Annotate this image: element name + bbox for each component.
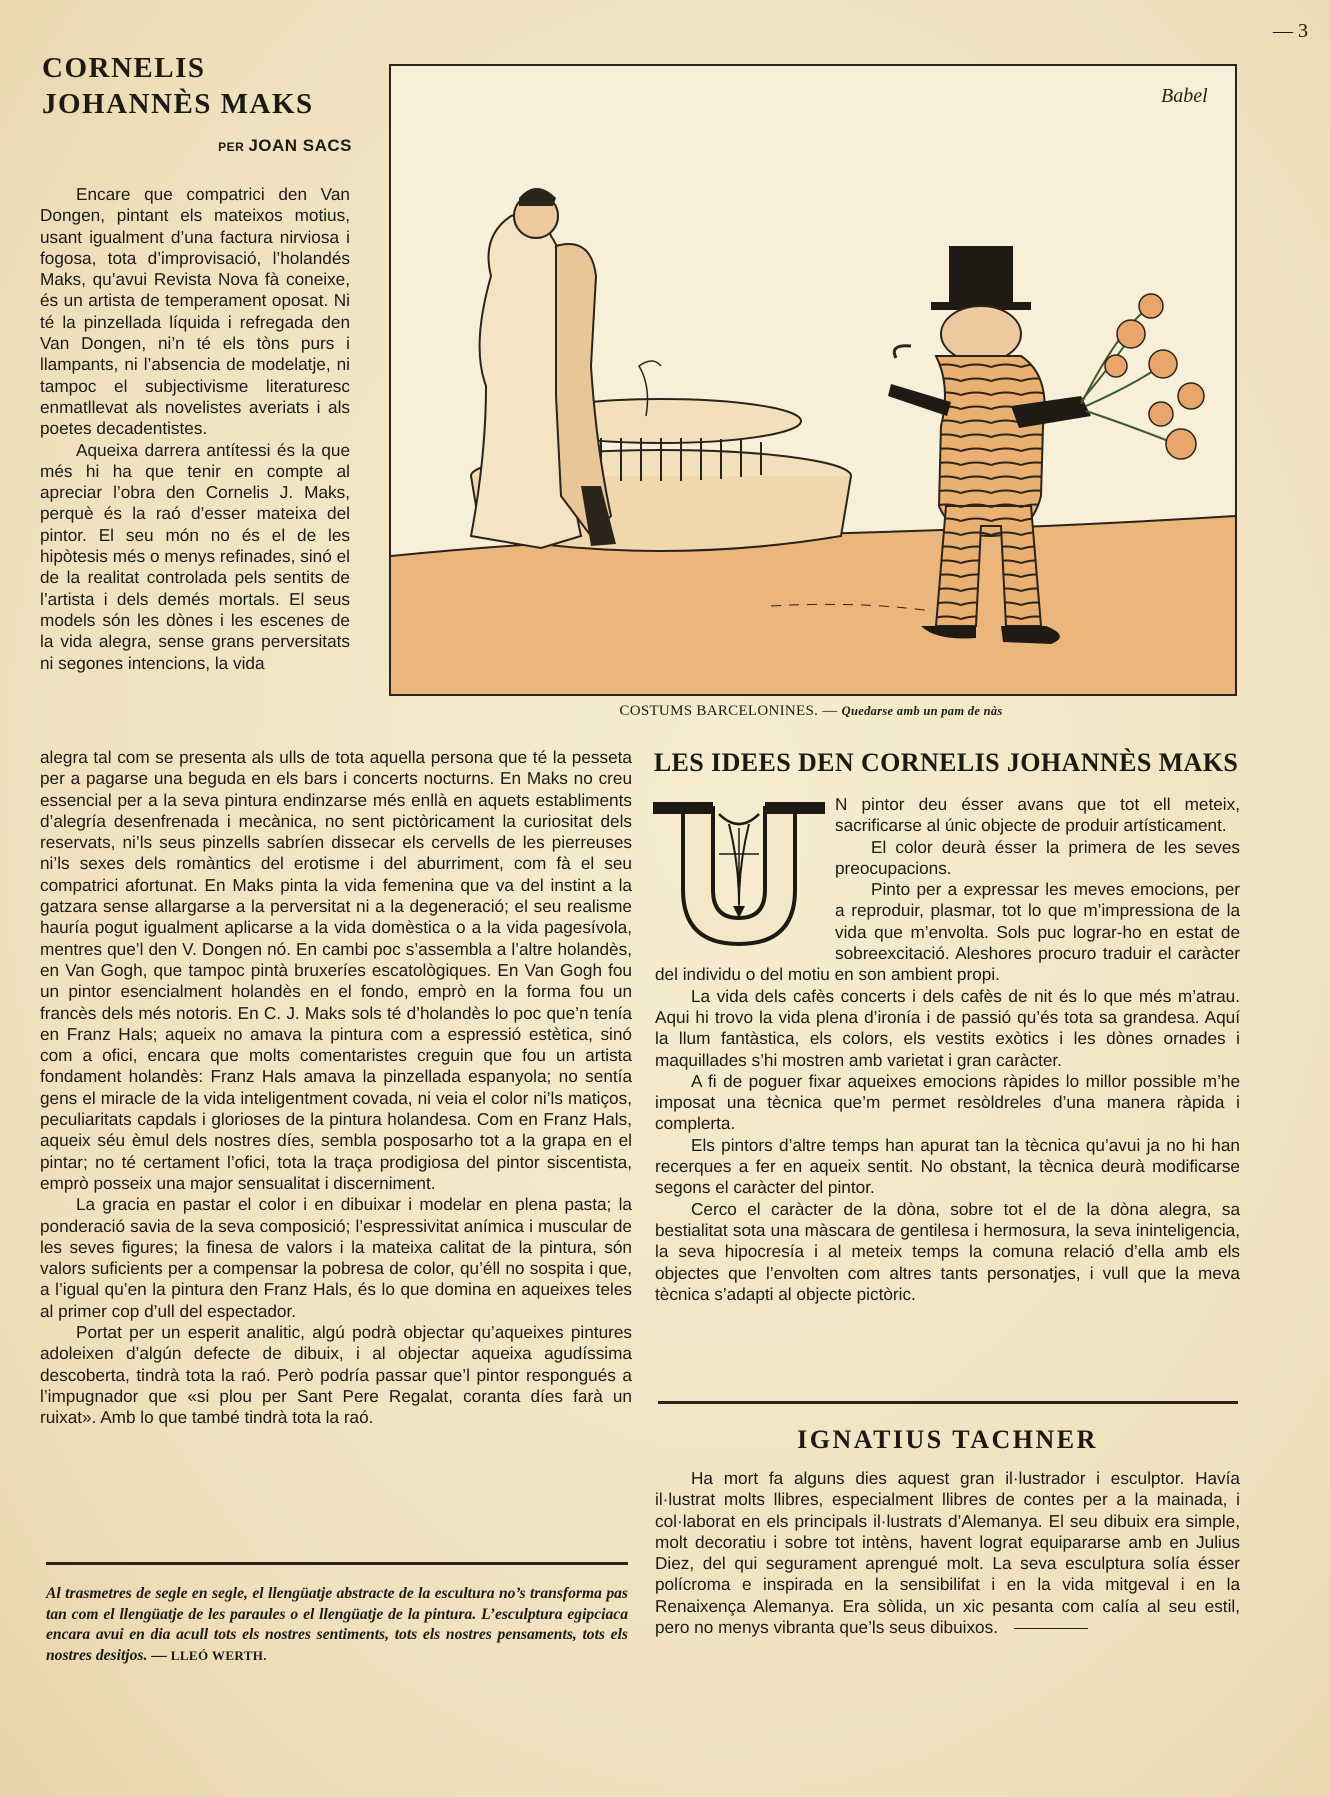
paragraph: El color deurà ésser la primera de les seves preocupacions.: [835, 836, 1240, 878]
quote-author: LLEÓ WERTH.: [170, 1647, 267, 1663]
paragraph-text: Ha mort fa alguns dies aquest gran il·lustrador i esculptor. Havía il·lustrat molts llibres, especialment llibres de contes per a la mainada, i col·laborat en els principals il·lustrats d’Alemanya. El seu dibuix era simple, molt decoratiu i sobre tot intèns, havent lograt equipararse amb en Julius Diez, del qui segurament aprengué molt. La seva esculptura solía ésser polícroma e inspirada en la sensibilifat i en la vida mitgeval i en la Renaixença Alemanya. Era sòlida, un xic pesanta com calía al seu estil, pero no menys vibranta que’ls seus dibuixos.: [655, 1468, 1240, 1638]
drop-cap-u-ornament: [649, 794, 829, 954]
caption-sub: Quedarse amb un pam de nàs: [841, 704, 1003, 718]
byline: [42, 136, 352, 156]
paragraph: alegra tal com se presenta als ulls de tota aquella persona que té la pesseta per a pagarse una beguda en els bars i concerts nocturns. En Maks no creu essencial per a la seva pintura endinzarse més enllà en aquets establiments d’alegría desenfrenada i mecànica, no sent pictòricament la curiositat dels reservats, ni’ls seus pinzells sabríen dissecar els cervells de les pierreuses ni’ls sexes dels romàntics del erotisme i del aburriment, com fà el seu compatrici afortunat. En Maks pinta la vida femenina que va del instint a la gatzara sense allargarse a la perversitat ni a la degeneració; el seu realisme hauría pogut igualment aplicarse a la vida domèstica o a la vida pagesívola, mentres que’l den V. Dongen nó. En cambi poc s’assembla a l’altre holandès, en Van Gogh, que tampoc pintà bruxeríes escatològiques. En Van Gogh fou un pintor esencialment holandès en el fondo, emprò en la forma fou un francès dels més notoris. En C. J. Maks sols té d’holandès lo poc que’n tenía en Franz Hals; aqueix no amava la pintura com a espressió estètica, sinó com a ofici, encara que molts comentaristes creguin que fou un artista fondament holandès: Franz Hals amava la pinzellada espanyola; no sentía gens el miracle de la vida inteligentment covada, ni veia el color ni’ls matiços, peculiaritats capdals i glorioses de la pintura holandesa. Com en Franz Hals, aqueix séu èmul dels nostres díes, sembla posposarho tot a la grapa en el pintar; no té certament l’ofici, tota la traça prodigiosa del pintor siscentista, emprò posseix una major sensualitat i discerniment.: [40, 747, 632, 1193]
illustration: [389, 64, 1237, 696]
paragraph: La vida dels cafès concerts i dels cafès de nit és lo que més m’atrau. Aqui hi trovo la vida plena d’ironía i de passió qu’és tota sa grandesa. Aquí la llum fantàstica, els colors, els vestits exòtics i les dònes ornades i maquillades s’hi mostren amb varietat i gran caràcter.: [655, 985, 1240, 1070]
drop-cap-u: [649, 794, 829, 954]
article-3-body: [655, 1468, 1240, 1638]
paragraph: Encare que compatrici den Van Dongen, pintant els mateixos motius, usant igualment d’una factura nirviosa i fogosa, tota d’improvisació, l’holandés Maks, qu’avui Revista Nova fà coneixe, és un artista de temperament oposat. Ni té la pinzellada líquida i refregada den Van Dongen, ni’n té els tòns purs i llampants, ni l’absencia de modelatje, ni tampoc el subjectivisme literaturesc enmatllevat als novelistes averiats i als poetes decadentistes.: [40, 184, 350, 439]
byline-prefix: PER: [218, 140, 245, 154]
paragraph: A fi de poguer fixar aqueixes emocions ràpides lo millor possible m’he imposat una tècnica que’m permet resòldreles d’una manera ràpida i complerta.: [655, 1070, 1240, 1134]
illustration-caption: [389, 703, 1233, 720]
article-2-body: [655, 794, 1240, 1305]
article-title-line-1: CORNELIS: [42, 52, 206, 84]
paragraph: Aqueixa darrera antítessi és la que més hi ha que tenir en compte al apreciar l’obra den Cornelis J. Maks, perquè és la raó d’esser mateixa del pintor. El seu món no és el de les hipòtesis més o menys refinades, sinó el de la realitat controlada pels sentits de l’artista i dels demés mortals. El seus models són les dònes i les escenes de la vida alegra, sense grans perversitats ni segones intencions, la vida: [40, 439, 350, 673]
paragraph: Pinto per a expressar les meves emocions, per a reproduir, plasmar, tot lo que m’impressiona de la vida que m’envolta. Sols puc lograr-ho en estat de sobreexcitació. Aleshores procuro traduir el caràcter del individu o del motiu en son ambient propi.: [655, 879, 1240, 985]
article-narrow-column: [40, 184, 350, 674]
quote-text: Al trasmetres de segle en segle, el llengüatje abstracte de la escultura no’s transforma pas tan com el llengüatje de les paraules o el llengüatje de la pintura. L’esculptura egipciaca encara avui en dia acull tots els nostres sentiments, tots els nostres pensaments, tots els nostres desitjos. —: [46, 1585, 628, 1664]
paragraph: [655, 1468, 1240, 1638]
section-divider: [46, 1562, 628, 1565]
caption-main: COSTUMS BARCELONINES. —: [619, 703, 838, 719]
article-title: [42, 50, 372, 122]
article-2-title: LES IDEES DEN CORNELIS JOHANNÈS MAKS: [653, 748, 1239, 777]
paragraph: Portat per un esperit analitic, algú podrà objectar qu’aqueixes pintures adoleixen d’algún defecte de dibuix, i al objectar aqueixa agudíssima descoberta, tindrà tota la raó. Però podría passar que’l pintor respongués a l’impugnador que «si plou per Sant Pere Regalat, coranta díes farà un ruixat». Amb lo que també tindrà tota la raó.: [40, 1322, 632, 1428]
artist-signature: Babel: [1161, 85, 1208, 107]
paragraph: Els pintors d’altre temps han apurat tan la tècnica qu’avui ja no hi han recerques a fer en aqueix sentit. No obstant, la tècnica deurà modificarse segons el caràcter del pintor.: [655, 1134, 1240, 1198]
article-title-line-2: JOHANNÈS MAKS: [42, 88, 314, 120]
page-number: — 3: [1273, 20, 1308, 42]
pull-quote: [46, 1584, 628, 1666]
paragraph: La gracia en pastar el color i en dibuixar i modelar en plena pasta; la ponderació savia de la seva composició; l’espressivitat anímica i muscular de les seves figures; la finesa de valors i la mateixa calitat de la pintura, són valors suficients per a compensar la pobresa de color, qu’éll no sospita i que, a l’igual qu’en la pintura den Franz Hals, és lo que domina en aqueixes teles al primer cop d’ull del espectador.: [40, 1194, 632, 1321]
section-divider: [658, 1401, 1238, 1404]
article-wide-column: [40, 747, 632, 1429]
costums-barcelonines-drawing: [391, 66, 1235, 694]
paragraph: Cerco el caràcter de la dòna, sobre tot el de la dòna alegra, sa bestialitat sota una màscara de gentilesa i hermosura, la seva ininteligencia, la seva hipocresía i al meteix temps la comuna relació d’ella amb els objectes que l’envolten com altres tants personatjes, i vull que la meva tècnica s’adapti al objecte pictòric.: [655, 1198, 1240, 1304]
byline-author: JOAN SACS: [248, 136, 352, 155]
paragraph: N pintor deu ésser avans que tot ell meteix, sacrificarse al únic objecte de produir artísticament.: [835, 794, 1240, 836]
end-mark: [1014, 1628, 1088, 1629]
article-3-title: IGNATIUS TACHNER: [797, 1425, 1098, 1454]
